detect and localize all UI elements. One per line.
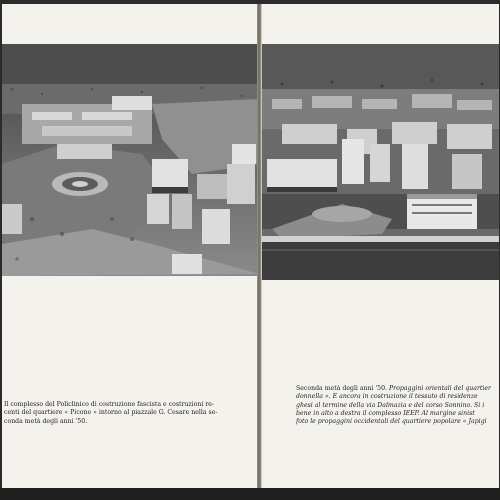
right-caption-line-1-italic: Propaggini orientali del quartier: [389, 385, 491, 392]
book-bottom-edge: [0, 488, 500, 500]
right-caption-line-2: donnella ». E ancora in costruzione il tessuto di residenze: [296, 393, 478, 401]
left-caption: [4, 401, 256, 426]
right-page: [261, 4, 499, 488]
right-caption-line-5: foto le propaggini occidentali del quartiere popolare « Japigi: [296, 418, 487, 426]
left-caption-line-2: centi del quartiere « Picone » intorno al piazzale G. Cesare nella se-: [4, 409, 218, 417]
left-page: [2, 4, 258, 488]
right-caption-line-3: ghesi al termine della via Dalmazia e del corso Sonnino. Si i: [296, 401, 485, 409]
aerial-photo-quartiere: [262, 44, 499, 280]
aerial-photo-policlinico: [2, 44, 259, 276]
left-caption-line-3: conda metà degli anni '50.: [4, 417, 88, 425]
left-aerial-photo: [2, 44, 259, 276]
left-caption-line-1: Il complesso del Policlinico di costruzione fascista e costruzioni re-: [4, 401, 215, 408]
right-caption: [296, 385, 500, 426]
right-caption-line-1: [296, 385, 500, 393]
right-aerial-photo: [262, 44, 499, 280]
right-caption-line-4: bene in alto a destra il complesso IEEP. Al margine sinist: [296, 409, 475, 417]
right-caption-line-1-roman: Seconda metà degli anni '50.: [296, 385, 389, 392]
